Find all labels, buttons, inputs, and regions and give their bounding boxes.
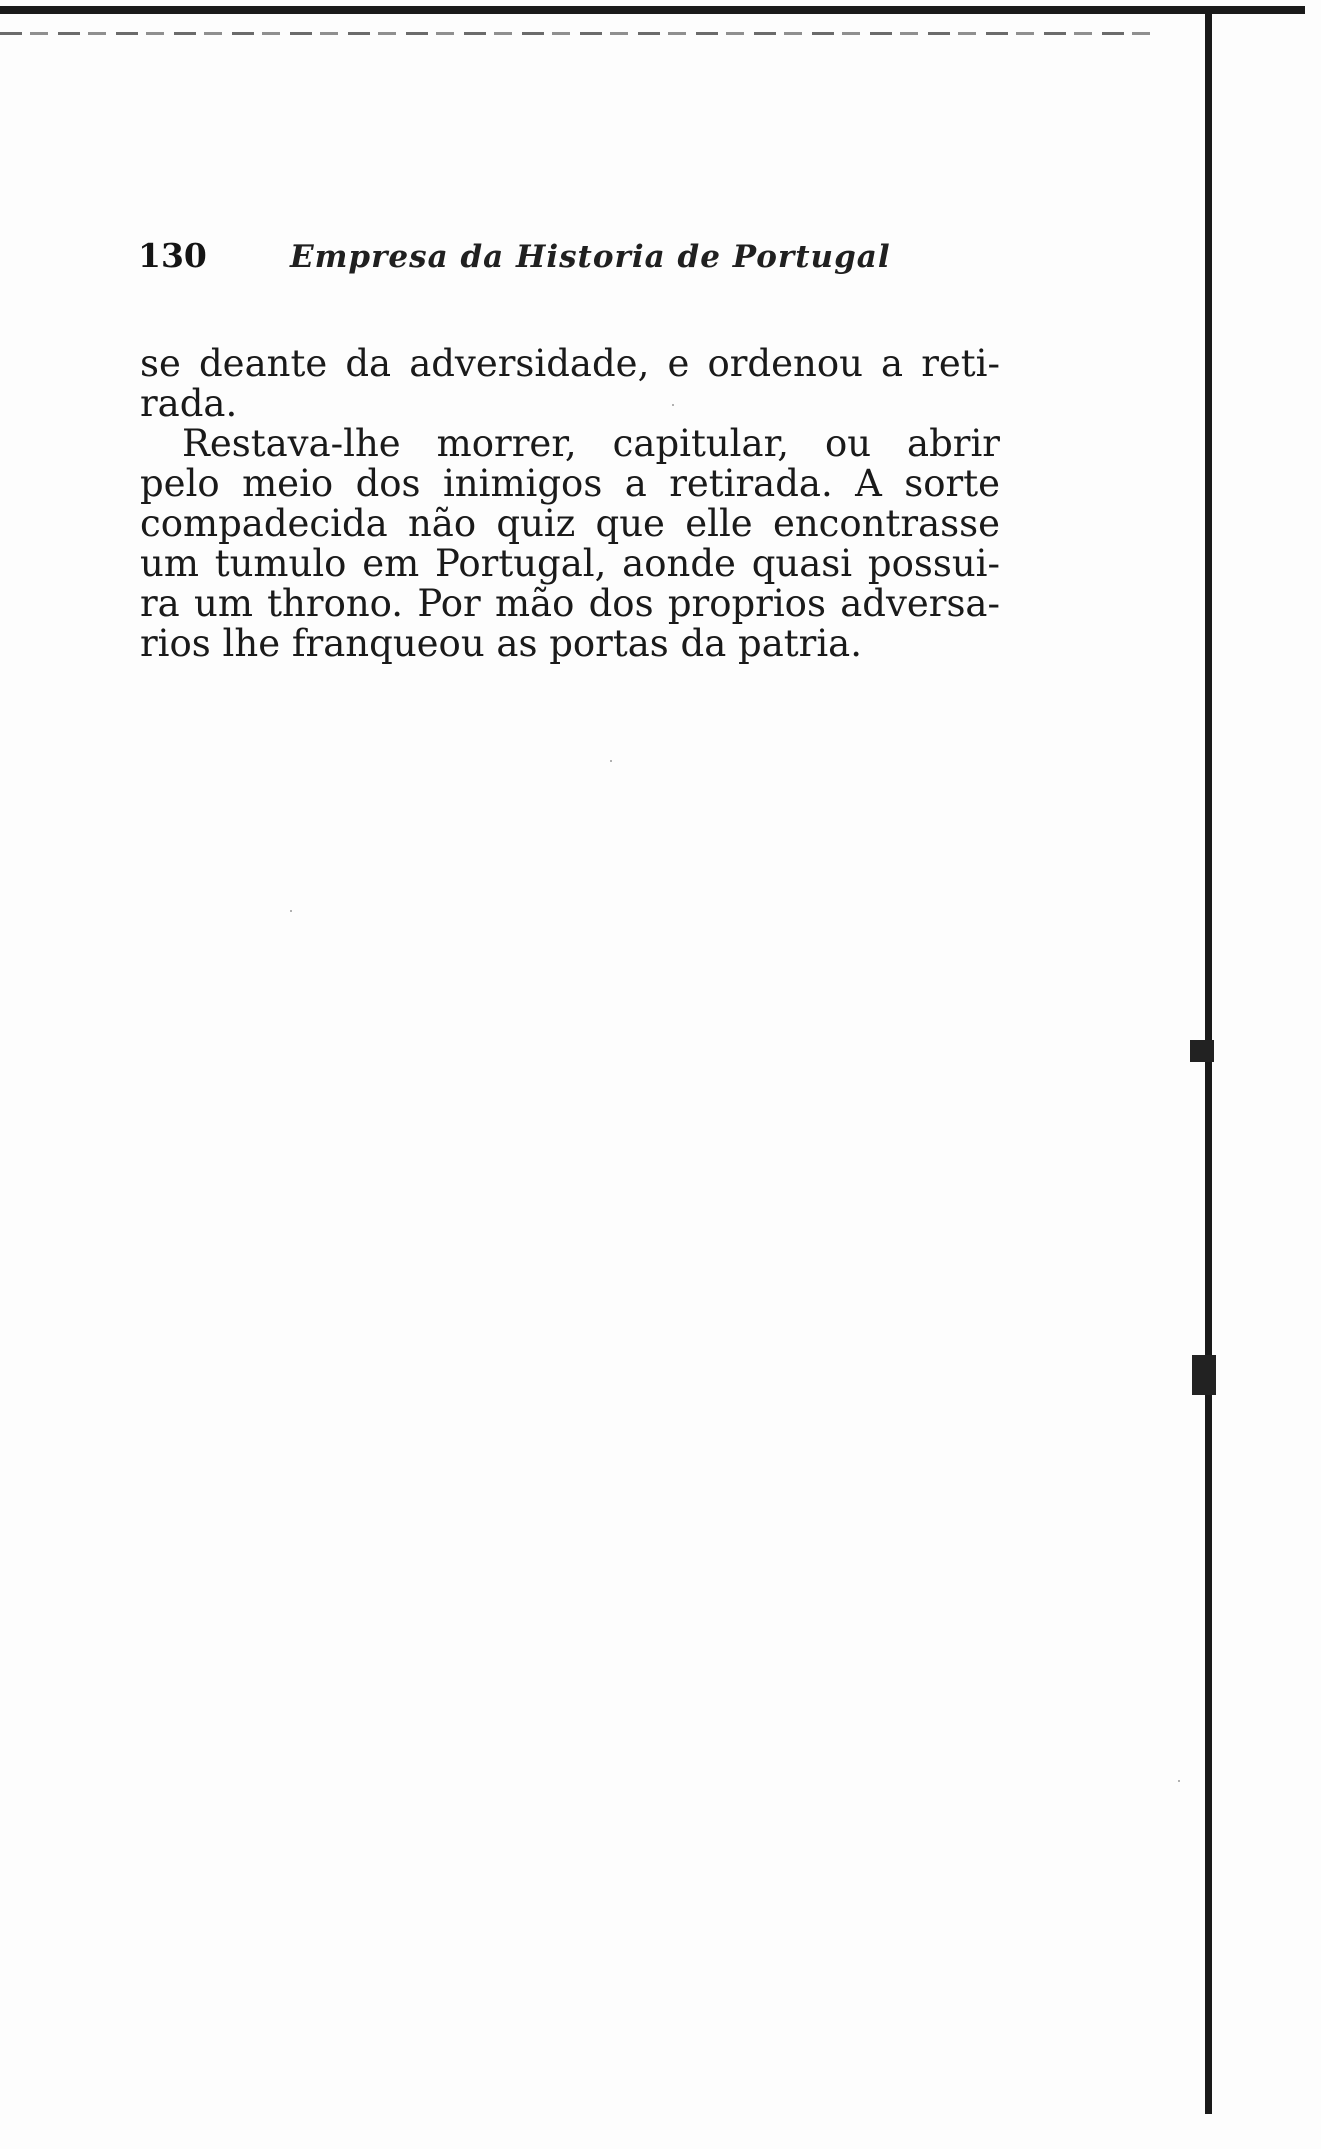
running-title: Empresa da Historia de Portugal [289,239,891,275]
text-line: se deante da adversidade, e ordenou a reti- [140,342,1000,385]
page-top-edge [0,6,1305,14]
scan-speck [290,910,292,912]
text-line: Restava-lhe morrer, capitular, ou abrir [182,422,1000,465]
page-edge-mark [1190,1040,1214,1062]
scan-speck [672,404,674,406]
text-line: pelo meio dos inimigos a retirada. A sorte [140,462,1000,505]
running-head [138,236,1178,282]
text-line: ra um throno. Por mão dos proprios adversa- [140,582,1000,625]
body-text [140,344,1000,664]
text-line: rada. [140,382,238,425]
page-right-edge [1205,14,1212,2114]
text-line: um tumulo em Portugal, aonde quasi possui- [140,542,1000,585]
scan-speck [1178,1780,1180,1782]
page-number: 130 [138,236,207,275]
scan-speck [610,760,612,762]
text-line: rios lhe franqueou as portas da patria. [140,622,863,665]
text-line: compadecida não quiz que elle encontrasse [140,502,1000,545]
page-top-edge-shadow [0,32,1160,35]
page-edge-mark [1192,1355,1216,1395]
